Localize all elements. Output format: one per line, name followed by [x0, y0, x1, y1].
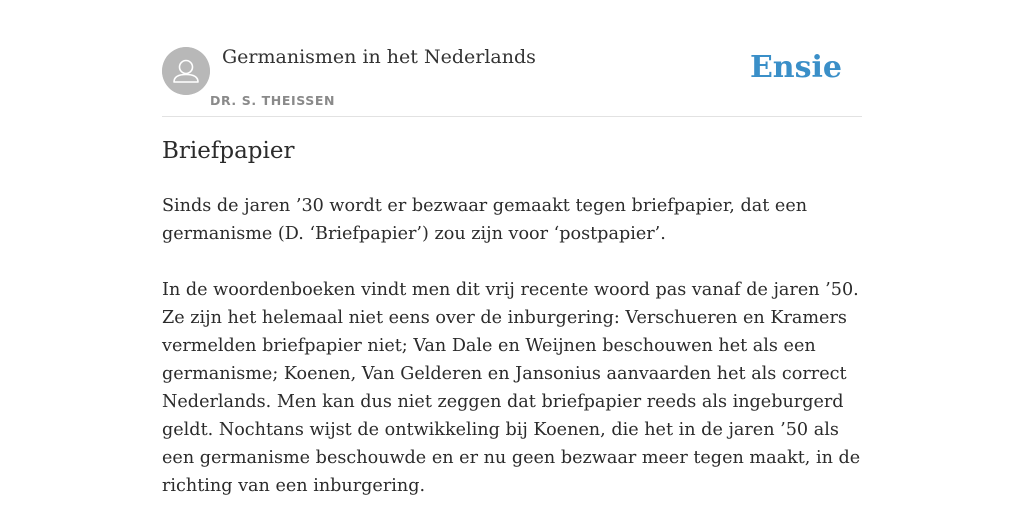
article-title: Briefpapier: [162, 138, 295, 164]
article-header: [162, 0, 862, 117]
author-name[interactable]: DR. S. THEISSEN: [210, 93, 336, 108]
article-paragraph: In de woordenboeken vindt men dit vrij recente woord pas vanaf de jaren ’50. Ze zijn het helemaal niet eens over de inburgering: Verschueren en Kramers vermelden briefpapier niet; Van Dale en Weijnen beschouwen het als een germanisme; Koenen, Van Gelderen en Jansonius aanvaarden het als correct Nederlands. Men kan dus niet zeggen dat briefpapier reeds als ingeburgerd geldt. Nochtans wijst de ontwikkeling bij Koenen, die het in de jaren ’50 als een germanisme beschouwde en er nu geen bezwaar meer tegen maakt, in de richting van een inburgering.: [162, 280, 861, 496]
user-avatar-icon: [162, 47, 210, 95]
source-title[interactable]: Germanismen in het Nederlands: [222, 46, 536, 68]
brand-logo[interactable]: Ensie: [749, 50, 842, 85]
article-page: [162, 0, 862, 512]
article-paragraph: Sinds de jaren ’30 wordt er bezwaar gemaakt tegen briefpapier, dat een germanisme (D. ‘Briefpapier’) zou zijn voor ‘postpapier’.: [162, 196, 808, 244]
